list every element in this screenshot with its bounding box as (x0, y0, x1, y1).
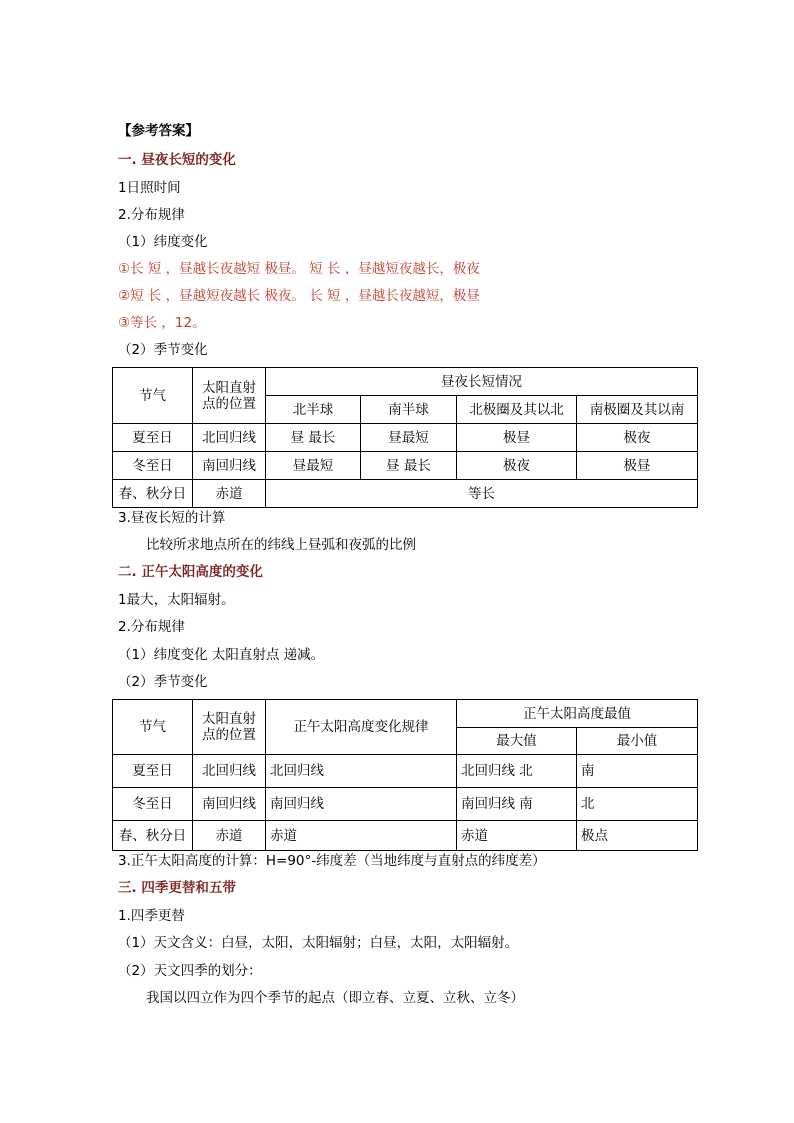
table-cell: 赤道 (266, 821, 457, 851)
section-title: 一. 昼夜长短的变化 (118, 152, 236, 168)
paragraph: 比较所求地点所在的纬线上昼弧和夜弧的比例 (146, 537, 416, 553)
table-cell: 昼 最长 (361, 452, 457, 480)
table-header: 节气 (113, 700, 193, 755)
noon-sun-table (112, 699, 698, 851)
paragraph: 1日照时间 (118, 180, 181, 196)
table-cell: 南 (577, 755, 698, 788)
table-cell: 昼 最长 (266, 424, 361, 452)
table-cell: 极昼 (577, 452, 698, 480)
table-cell: 北 (577, 788, 698, 821)
table-cell: 夏至日 (113, 755, 193, 788)
paragraph: （2）季节变化 (118, 674, 208, 690)
table-cell: 赤道 (193, 821, 266, 851)
paragraph: ③等长 ，12。 (118, 315, 206, 331)
paragraph: （1）纬度变化 太阳直射点 递减。 (118, 647, 325, 663)
table-header: 昼夜长短情况 (266, 368, 698, 396)
table-cell: 北回归线 (193, 424, 266, 452)
section-title: 三. 四季更替和五带 (118, 880, 236, 896)
section-title: 二. 正午太阳高度的变化 (118, 564, 263, 580)
table-cell: 夏至日 (113, 424, 193, 452)
table-header: 正午太阳高度变化规律 (266, 700, 457, 755)
table-cell: 等长 (266, 480, 698, 508)
paragraph: 我国以四立作为四个季节的起点（即立春、立夏、立秋、立冬） (146, 990, 524, 1006)
table-row (113, 424, 698, 452)
paragraph: ②短 长 ，昼越短夜越长 极夜。 长 短 ，昼越长夜越短，极昼 (118, 288, 480, 304)
paragraph: （1）纬度变化 (118, 234, 208, 250)
table-cell: 南回归线 南 (457, 788, 577, 821)
table-header: 南极圈及其以南 (577, 396, 698, 424)
table-cell: 北回归线 (266, 755, 457, 788)
paragraph: 1最大，太阳辐射。 (118, 592, 235, 608)
day-night-table (112, 367, 698, 508)
paragraph: （2）季节变化 (118, 342, 208, 358)
table-row (113, 755, 698, 788)
table-cell: 南回归线 (266, 788, 457, 821)
table-cell: 春、秋分日 (113, 480, 193, 508)
table-row (113, 821, 698, 851)
table-cell: 赤道 (457, 821, 577, 851)
table-cell: 北回归线 (193, 755, 266, 788)
table-cell: 极夜 (577, 424, 698, 452)
paragraph: 1.四季更替 (118, 908, 185, 924)
table-cell: 昼最短 (361, 424, 457, 452)
table-header: 太阳直射 点的位置 (193, 700, 266, 755)
paragraph: （1）天文含义：白昼，太阳，太阳辐射；白昼，太阳，太阳辐射。 (118, 935, 519, 951)
table-cell: 冬至日 (113, 788, 193, 821)
paragraph: 2.分布规律 (118, 619, 185, 635)
table-cell: 春、秋分日 (113, 821, 193, 851)
paragraph: 3.昼夜长短的计算 (118, 510, 226, 526)
table-header: 节气 (113, 368, 193, 424)
table-header: 北半球 (266, 396, 361, 424)
table-cell: 极昼 (457, 424, 577, 452)
table-cell: 极夜 (457, 452, 577, 480)
paragraph: 2.分布规律 (118, 207, 185, 223)
table-header: 北极圈及其以北 (457, 396, 577, 424)
table-row (113, 480, 698, 508)
table-header: 太阳直射 点的位置 (193, 368, 266, 424)
table-row (113, 452, 698, 480)
table-header: 最小值 (577, 728, 698, 755)
table-cell: 南回归线 (193, 788, 266, 821)
table-row (113, 788, 698, 821)
table-cell: 南回归线 (193, 452, 266, 480)
answer-header: 【参考答案】 (118, 123, 199, 139)
table-cell: 北回归线 北 (457, 755, 577, 788)
table-cell: 极点 (577, 821, 698, 851)
table-header: 正午太阳高度最值 (457, 700, 698, 728)
table-cell: 昼最短 (266, 452, 361, 480)
table-cell: 冬至日 (113, 452, 193, 480)
table-header: 最大值 (457, 728, 577, 755)
table-header: 南半球 (361, 396, 457, 424)
paragraph: 3.正午太阳高度的计算：H=90°-纬度差（当地纬度与直射点的纬度差） (118, 853, 546, 869)
paragraph: ①长 短 ，昼越长夜越短 极昼。 短 长 ，昼越短夜越长，极夜 (118, 261, 480, 277)
table-cell: 赤道 (193, 480, 266, 508)
paragraph: （2）天文四季的划分： (118, 963, 262, 979)
